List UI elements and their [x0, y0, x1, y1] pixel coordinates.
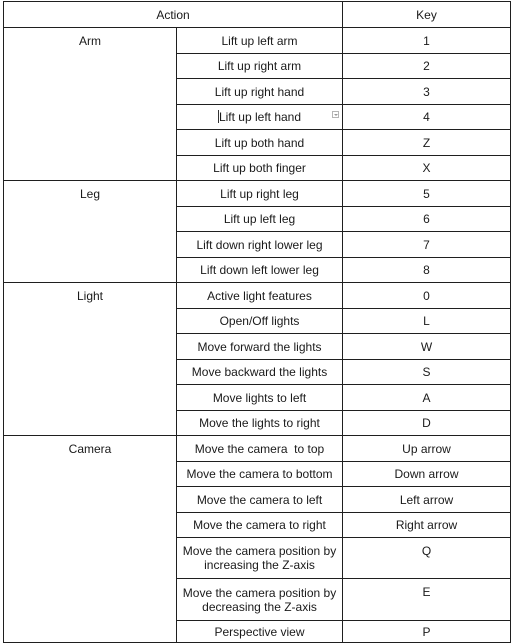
- key-cell[interactable]: Down arrow: [343, 462, 511, 487]
- key-cell[interactable]: 3: [343, 79, 511, 105]
- action-cell[interactable]: Lift up both hand: [177, 130, 343, 156]
- key-cell[interactable]: 2: [343, 54, 511, 79]
- header-row: [4, 2, 511, 28]
- key-cell[interactable]: W: [343, 334, 511, 360]
- action-cell[interactable]: Open/Off lights: [177, 309, 343, 334]
- action-cell[interactable]: Lift up left leg: [177, 207, 343, 232]
- action-cell[interactable]: Active light features: [177, 283, 343, 309]
- key-cell[interactable]: D: [343, 411, 511, 436]
- group-leg[interactable]: Leg: [4, 181, 177, 283]
- action-cell[interactable]: Move backward the lights: [177, 360, 343, 385]
- key-cell[interactable]: 4: [343, 105, 511, 130]
- action-cell[interactable]: Lift up left arm: [177, 28, 343, 54]
- action-cell[interactable]: Move lights to left: [177, 385, 343, 411]
- action-cell[interactable]: Move the camera to top: [177, 436, 343, 462]
- table-row: [4, 181, 511, 207]
- key-cell[interactable]: Up arrow: [343, 436, 511, 462]
- key-cell[interactable]: A: [343, 385, 511, 411]
- key-cell[interactable]: Q: [343, 538, 511, 579]
- action-cell[interactable]: Perspective view: [177, 621, 343, 643]
- table-row: [4, 28, 511, 54]
- cell-dropdown-icon[interactable]: [332, 111, 339, 118]
- action-cell[interactable]: Move the camera position by increasing the Z-axis: [177, 538, 343, 579]
- header-key[interactable]: Key: [343, 2, 511, 28]
- key-cell[interactable]: Left arrow: [343, 487, 511, 513]
- key-cell[interactable]: X: [343, 156, 511, 181]
- action-cell[interactable]: Move the camera to left: [177, 487, 343, 513]
- key-cell[interactable]: L: [343, 309, 511, 334]
- action-cell-text: Lift up left hand: [218, 110, 302, 124]
- action-cell[interactable]: Lift up right leg: [177, 181, 343, 207]
- key-cell[interactable]: 1: [343, 28, 511, 54]
- action-cell-editing[interactable]: [177, 105, 343, 130]
- table-row: [4, 283, 511, 309]
- key-cell[interactable]: Z: [343, 130, 511, 156]
- group-camera[interactable]: Camera: [4, 436, 177, 643]
- action-cell[interactable]: Move the camera to right: [177, 513, 343, 538]
- header-action[interactable]: Action: [4, 2, 343, 28]
- key-cell[interactable]: Right arrow: [343, 513, 511, 538]
- key-cell[interactable]: 0: [343, 283, 511, 309]
- action-cell[interactable]: Move the camera position by decreasing the Z-axis: [177, 579, 343, 621]
- key-cell[interactable]: 5: [343, 181, 511, 207]
- action-cell[interactable]: Lift down right lower leg: [177, 232, 343, 258]
- key-cell[interactable]: 7: [343, 232, 511, 258]
- table-row: [4, 436, 511, 462]
- key-cell[interactable]: 8: [343, 258, 511, 283]
- key-cell[interactable]: P: [343, 621, 511, 643]
- group-arm[interactable]: Arm: [4, 28, 177, 181]
- action-cell[interactable]: Move the lights to right: [177, 411, 343, 436]
- keymap-table: [3, 1, 511, 643]
- action-cell[interactable]: Lift up both finger: [177, 156, 343, 181]
- key-cell[interactable]: S: [343, 360, 511, 385]
- action-cell[interactable]: Lift up right hand: [177, 79, 343, 105]
- action-cell[interactable]: Lift down left lower leg: [177, 258, 343, 283]
- action-cell[interactable]: Move forward the lights: [177, 334, 343, 360]
- key-cell[interactable]: 6: [343, 207, 511, 232]
- group-light[interactable]: Light: [4, 283, 177, 436]
- action-cell[interactable]: Move the camera to bottom: [177, 462, 343, 487]
- key-cell[interactable]: E: [343, 579, 511, 621]
- action-cell[interactable]: Lift up right arm: [177, 54, 343, 79]
